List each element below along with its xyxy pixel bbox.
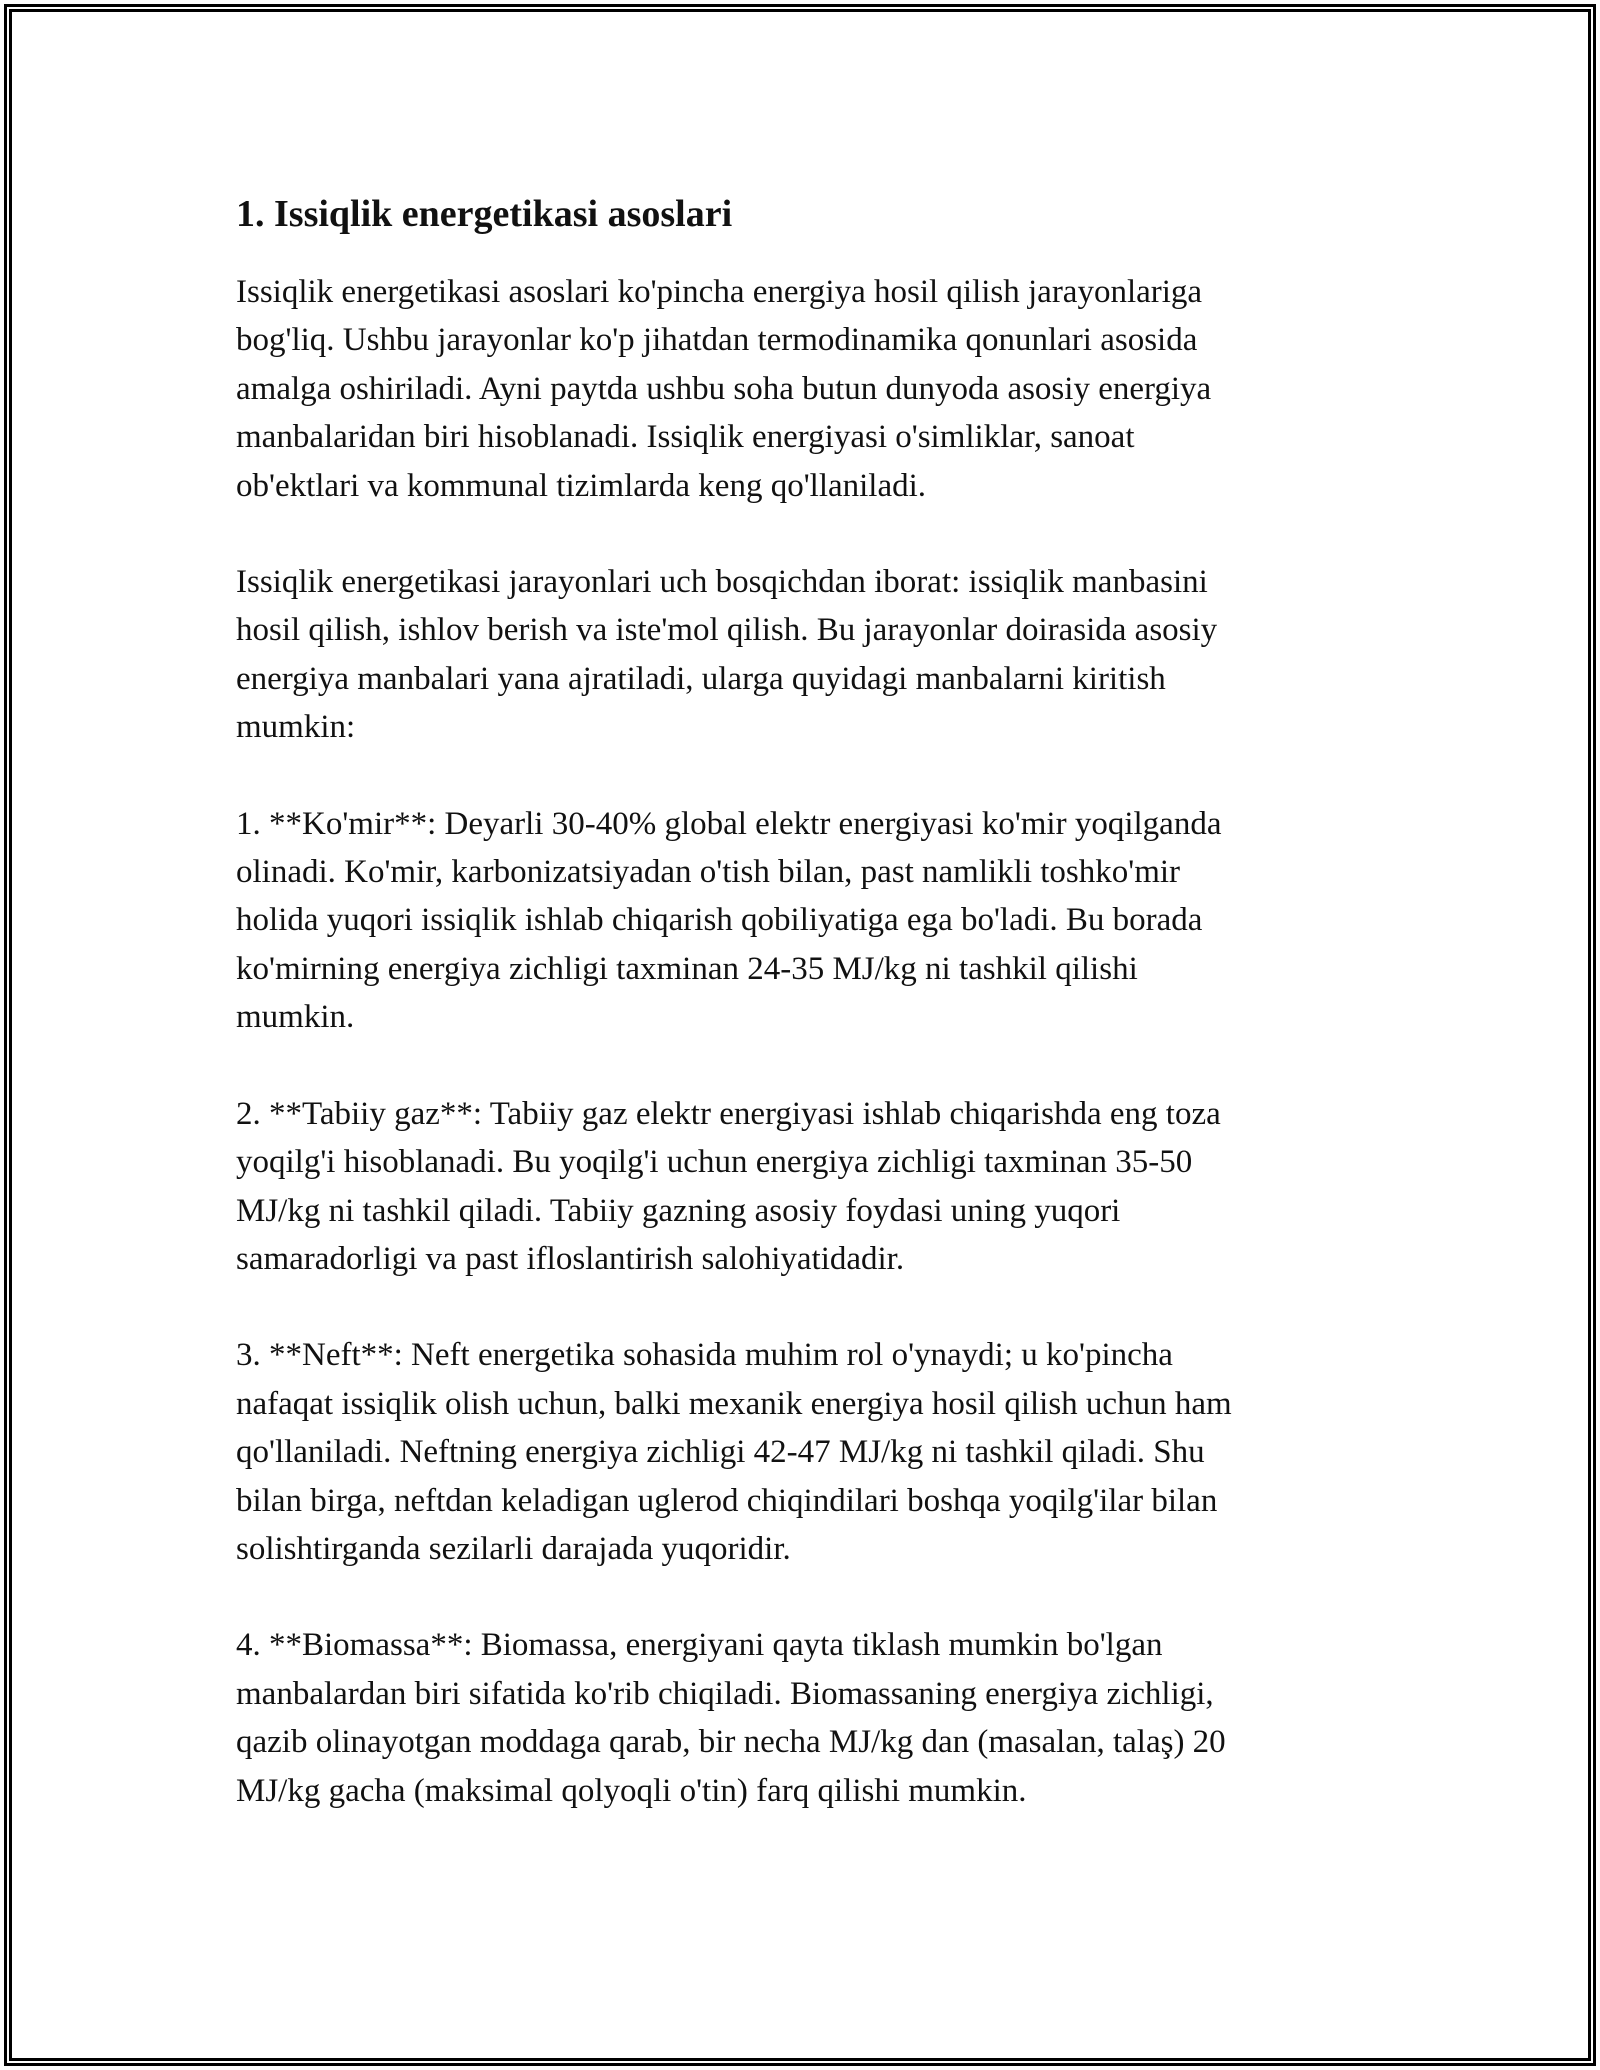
document-body (236, 190, 1356, 1863)
list-item-natural-gas: 2. **Tabiiy gaz**: Tabiiy gaz elektr energiyasi ishlab chiqarishda eng toza yoqilg'i hisoblanadi. Bu yoqilg'i uchun energiya zichligi taxminan 35-50 MJ/kg ni tashkil qiladi. Tabiiy gazning asosiy foydasi uning yuqori samaradorligi va past ifloslantirish salohiyatidadir. (236, 1095, 1221, 1277)
paragraph-stages: Issiqlik energetikasi jarayonlari uch bosqichdan iborat: issiqlik manbasini hosil qilish, ishlov berish va iste'mol qilish. Bu jarayonlar doirasida asosiy energiya manbalari yana ajratiladi, ularga quyidagi manbalarni kiritish mumkin: (236, 564, 1218, 746)
list-item-oil: 3. **Neft**: Neft energetika sohasida muhim rol o'ynaydi; u ko'pincha nafaqat issiqlik olish uchun, balki mexanik energiya hosil qilish uchun ham qo'llaniladi. Neftning energiya zichligi 42-47 MJ/kg ni tashkil qiladi. Shu bilan birga, neftdan keladigan uglerod chiqindilari boshqa yoqilg'ilar bilan solishtirganda sezilarli darajada yuqoridir. (236, 1337, 1232, 1567)
paragraph-intro: Issiqlik energetikasi asoslari ko'pincha energiya hosil qilish jarayonlariga bog'liq. Ushbu jarayonlar ko'p jihatdan termodinamika qonunlari asosida amalga oshiriladi. Ayni paytda ushbu soha butun dunyoda asosiy energiya manbalaridan biri hisoblanadi. Issiqlik energiyasi o'simliklar, sanoat ob'ektlari va kommunal tizimlarda keng qo'llaniladi. (236, 274, 1212, 504)
section-heading: 1. Issiqlik energetikasi asoslari (236, 193, 733, 235)
list-item-biomass: 4. **Biomassa**: Biomassa, energiyani qayta tiklash mumkin bo'lgan manbalardan biri sifatida ko'rib chiqiladi. Biomassaning energiya zichligi, qazib olinayotgan moddaga qarab, bir necha MJ/kg dan (masalan, talaş) 20 MJ/kg gacha (maksimal qolyoqli o'tin) farq qilishi mumkin. (236, 1627, 1226, 1809)
list-item-coal: 1. **Ko'mir**: Deyarli 30-40% global elektr energiyasi ko'mir yoqilganda olinadi. Ko'mir, karbonizatsiyadan o'tish bilan, past namlikli toshko'mir holida yuqori issiqlik ishlab chiqarish qobiliyatiga ega bo'ladi. Bu borada ko'mirning energiya zichligi taxminan 24-35 MJ/kg ni tashkil qilishi mumkin. (236, 805, 1222, 1036)
